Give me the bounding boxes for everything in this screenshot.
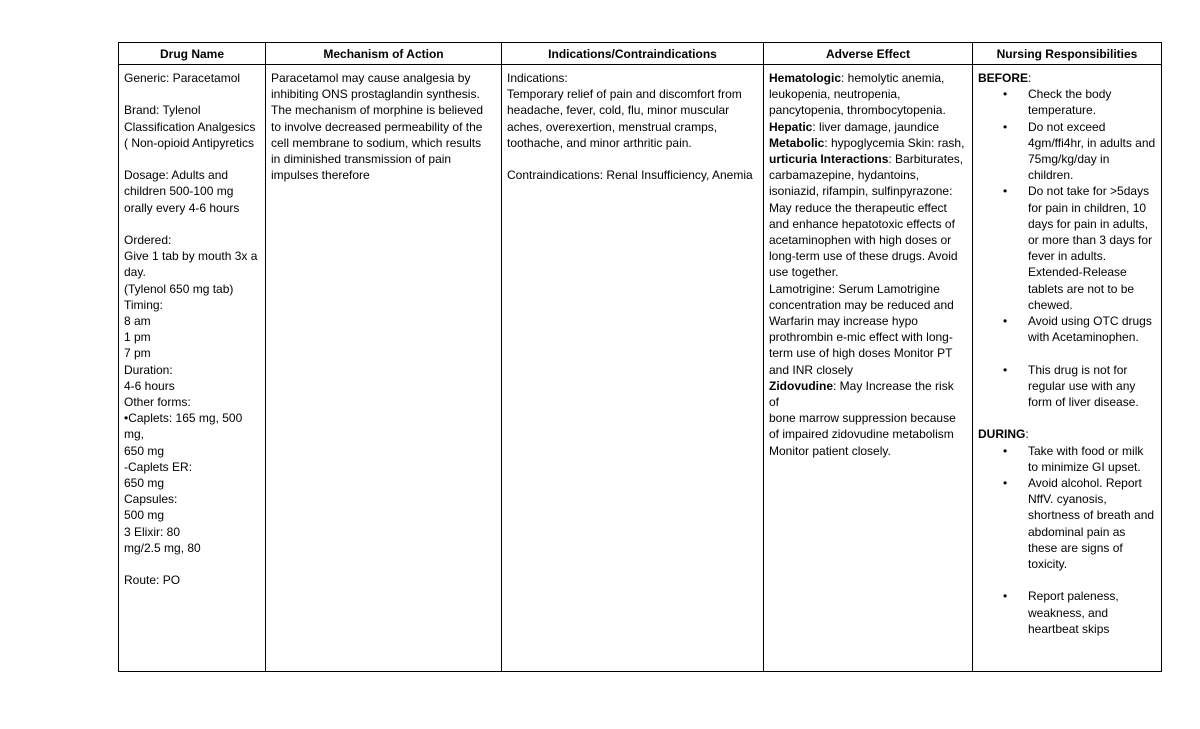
mechanism-line: The mechanism of morphine is believed <box>271 103 484 118</box>
indications-line: toothache, and minor arthritic pain. <box>507 135 692 150</box>
form-line: •Caplets: 165 mg, 500 <box>124 411 243 426</box>
interactions-line: Lamotrigine: Serum Lamotrigine <box>769 281 940 296</box>
hematologic-text: : hemolytic anemia, <box>841 71 945 85</box>
form-line: mg, <box>124 427 145 442</box>
during-list <box>978 443 1156 637</box>
drug-row <box>119 65 1162 672</box>
contraindications: Contraindications: Renal Insufficiency, Anemia <box>507 168 753 183</box>
indications-line: headache, fever, cold, flu, minor muscular <box>507 103 730 118</box>
mechanism-line: in diminished transmission of pain <box>271 152 452 167</box>
classification: Classification Analgesics <box>124 119 256 134</box>
interactions-line: use together. <box>769 265 839 280</box>
list-item: • Check the body temperature. <box>1003 86 1156 118</box>
interactions-line: and INR closely <box>769 362 854 377</box>
during-colon: : <box>1025 427 1029 442</box>
header-drug-name: Drug Name <box>119 43 266 65</box>
generic-name: Generic: Paracetamol <box>124 71 241 85</box>
hepatic-label: Hepatic <box>769 119 813 134</box>
indications-line: Temporary relief of pain and discomfort from <box>507 87 742 102</box>
zidovudine-label: Zidovudine <box>769 378 833 393</box>
drug-name-cell <box>119 65 266 672</box>
indications-line: aches, overexertion, menstrual cramps, <box>507 119 718 134</box>
interactions-line: acetaminophen with high doses or <box>769 233 952 248</box>
timing-value: 1 pm <box>124 330 151 345</box>
hematologic-line: pancytopenia, thrombocytopenia. <box>769 103 946 118</box>
hematologic-line: leukopenia, neutropenia, <box>769 87 901 102</box>
list-item: • This drug is not for regular use with any form of liver disease. <box>1003 362 1156 411</box>
header-indications: Indications/Contraindications <box>502 43 764 65</box>
mechanism-line: cell membrane to sodium, which results <box>271 135 482 150</box>
mechanism-cell <box>266 65 502 672</box>
urticuria-label: urticuria Interactions <box>769 152 889 167</box>
indications-cell <box>502 65 764 672</box>
zidovudine-line: bone marrow suppression because <box>769 411 956 426</box>
dosage-3: orally every 4-6 hours <box>124 200 240 215</box>
hepatic-text: : liver damage, jaundice <box>812 119 940 134</box>
header-adverse-effect: Adverse Effect <box>764 43 973 65</box>
dosage: Dosage: Adults and <box>124 168 229 183</box>
form-line: 650 mg <box>124 476 165 491</box>
zidovudine-line: of impaired zidovudine metabolism <box>769 427 954 442</box>
list-item: • Avoid using OTC drugs with Acetaminophen. <box>1003 313 1156 345</box>
dosage-2: children 500-100 mg <box>124 184 234 199</box>
indications-label: Indications: <box>507 71 568 85</box>
before-label: BEFORE <box>978 71 1029 85</box>
form-line: 650 mg <box>124 443 165 458</box>
interactions-line: term use of high doses Monitor PT <box>769 346 953 361</box>
zidovudine-line: Monitor patient closely. <box>769 443 891 458</box>
drug-study-table <box>118 42 1162 672</box>
before-list <box>978 86 1156 410</box>
ordered-line: Give 1 tab by mouth 3x a <box>124 249 258 264</box>
form-line: Capsules: <box>124 492 178 507</box>
urticuria-text: : Barbiturates, <box>888 152 964 167</box>
during-label: DURING <box>978 427 1026 442</box>
list-item: • Avoid alcohol. Report NffV. cyanosis, shortness of breath and abdominal pain as these are signs of toxicity. <box>1003 475 1156 572</box>
mechanism-line: inhibiting ONS prostaglandin synthesis. <box>271 87 480 102</box>
list-item: • Report paleness, weakness, and heartbeat skips <box>1003 588 1156 637</box>
metabolic-text: : hypoglycemia Skin: rash, <box>824 135 965 150</box>
nursing-cell <box>973 65 1162 672</box>
timing-value: 7 pm <box>124 346 151 361</box>
form-line: 500 mg <box>124 508 165 523</box>
before-colon: : <box>1028 71 1032 85</box>
adverse-effect-cell <box>764 65 973 672</box>
list-item: • Do not exceed 4gm/ffi4hr, in adults and 75mg/kg/day in children. <box>1003 119 1156 184</box>
header-nursing: Nursing Responsibilities <box>973 43 1162 65</box>
list-item: • Do not take for >5days for pain in children, 10 days for pain in adults, or more than 3 days for fever in adults. Extended-Release tablets are not to be chewed. <box>1003 183 1156 313</box>
mechanism-line: Paracetamol may cause analgesia by <box>271 71 471 85</box>
interactions-line: May reduce the therapeutic effect <box>769 200 947 215</box>
form-line: 3 Elixir: 80 <box>124 524 181 539</box>
timing-value: 8 am <box>124 314 151 328</box>
mechanism-line: to involve decreased permeability of the <box>271 119 483 134</box>
interactions-line: carbamazepine, hydantoins, <box>769 168 920 183</box>
zidovudine-text: : May Increase the risk of <box>769 378 958 410</box>
mechanism-line: impulses therefore <box>271 168 370 183</box>
form-line: -Caplets ER: <box>124 459 193 474</box>
other-forms-label: Other forms: <box>124 395 191 410</box>
metabolic-label: Metabolic <box>769 135 825 150</box>
route: Route: PO <box>124 573 181 588</box>
brand-name: Brand: Tylenol <box>124 103 201 118</box>
interactions-line: Warfarin may increase hypo <box>769 314 918 329</box>
interactions-line: long-term use of these drugs. Avoid <box>769 249 958 264</box>
interactions-line: isoniazid, rifampin, sulfinpyrazone: <box>769 184 953 199</box>
interactions-line: prothrombin e-mic effect with long- <box>769 330 953 345</box>
ordered-label: Ordered: <box>124 232 172 247</box>
ordered-line: day. <box>124 265 146 280</box>
duration-label: Duration: <box>124 362 173 377</box>
list-item: • Take with food or milk to minimize GI upset. <box>1003 443 1156 475</box>
ordered-line: (Tylenol 650 mg tab) <box>124 281 234 296</box>
interactions-line: and enhance hepatotoxic effects of <box>769 216 955 231</box>
form-line: mg/2.5 mg, 80 <box>124 540 201 555</box>
interactions-line: concentration may be reduced and <box>769 297 954 312</box>
header-row <box>119 43 1162 65</box>
timing-label: Timing: <box>124 297 163 312</box>
header-mechanism: Mechanism of Action <box>266 43 502 65</box>
classification-2: ( Non-opioid Antipyretics <box>124 135 255 150</box>
hematologic-label: Hematologic <box>769 71 842 85</box>
duration-value: 4-6 hours <box>124 378 175 393</box>
